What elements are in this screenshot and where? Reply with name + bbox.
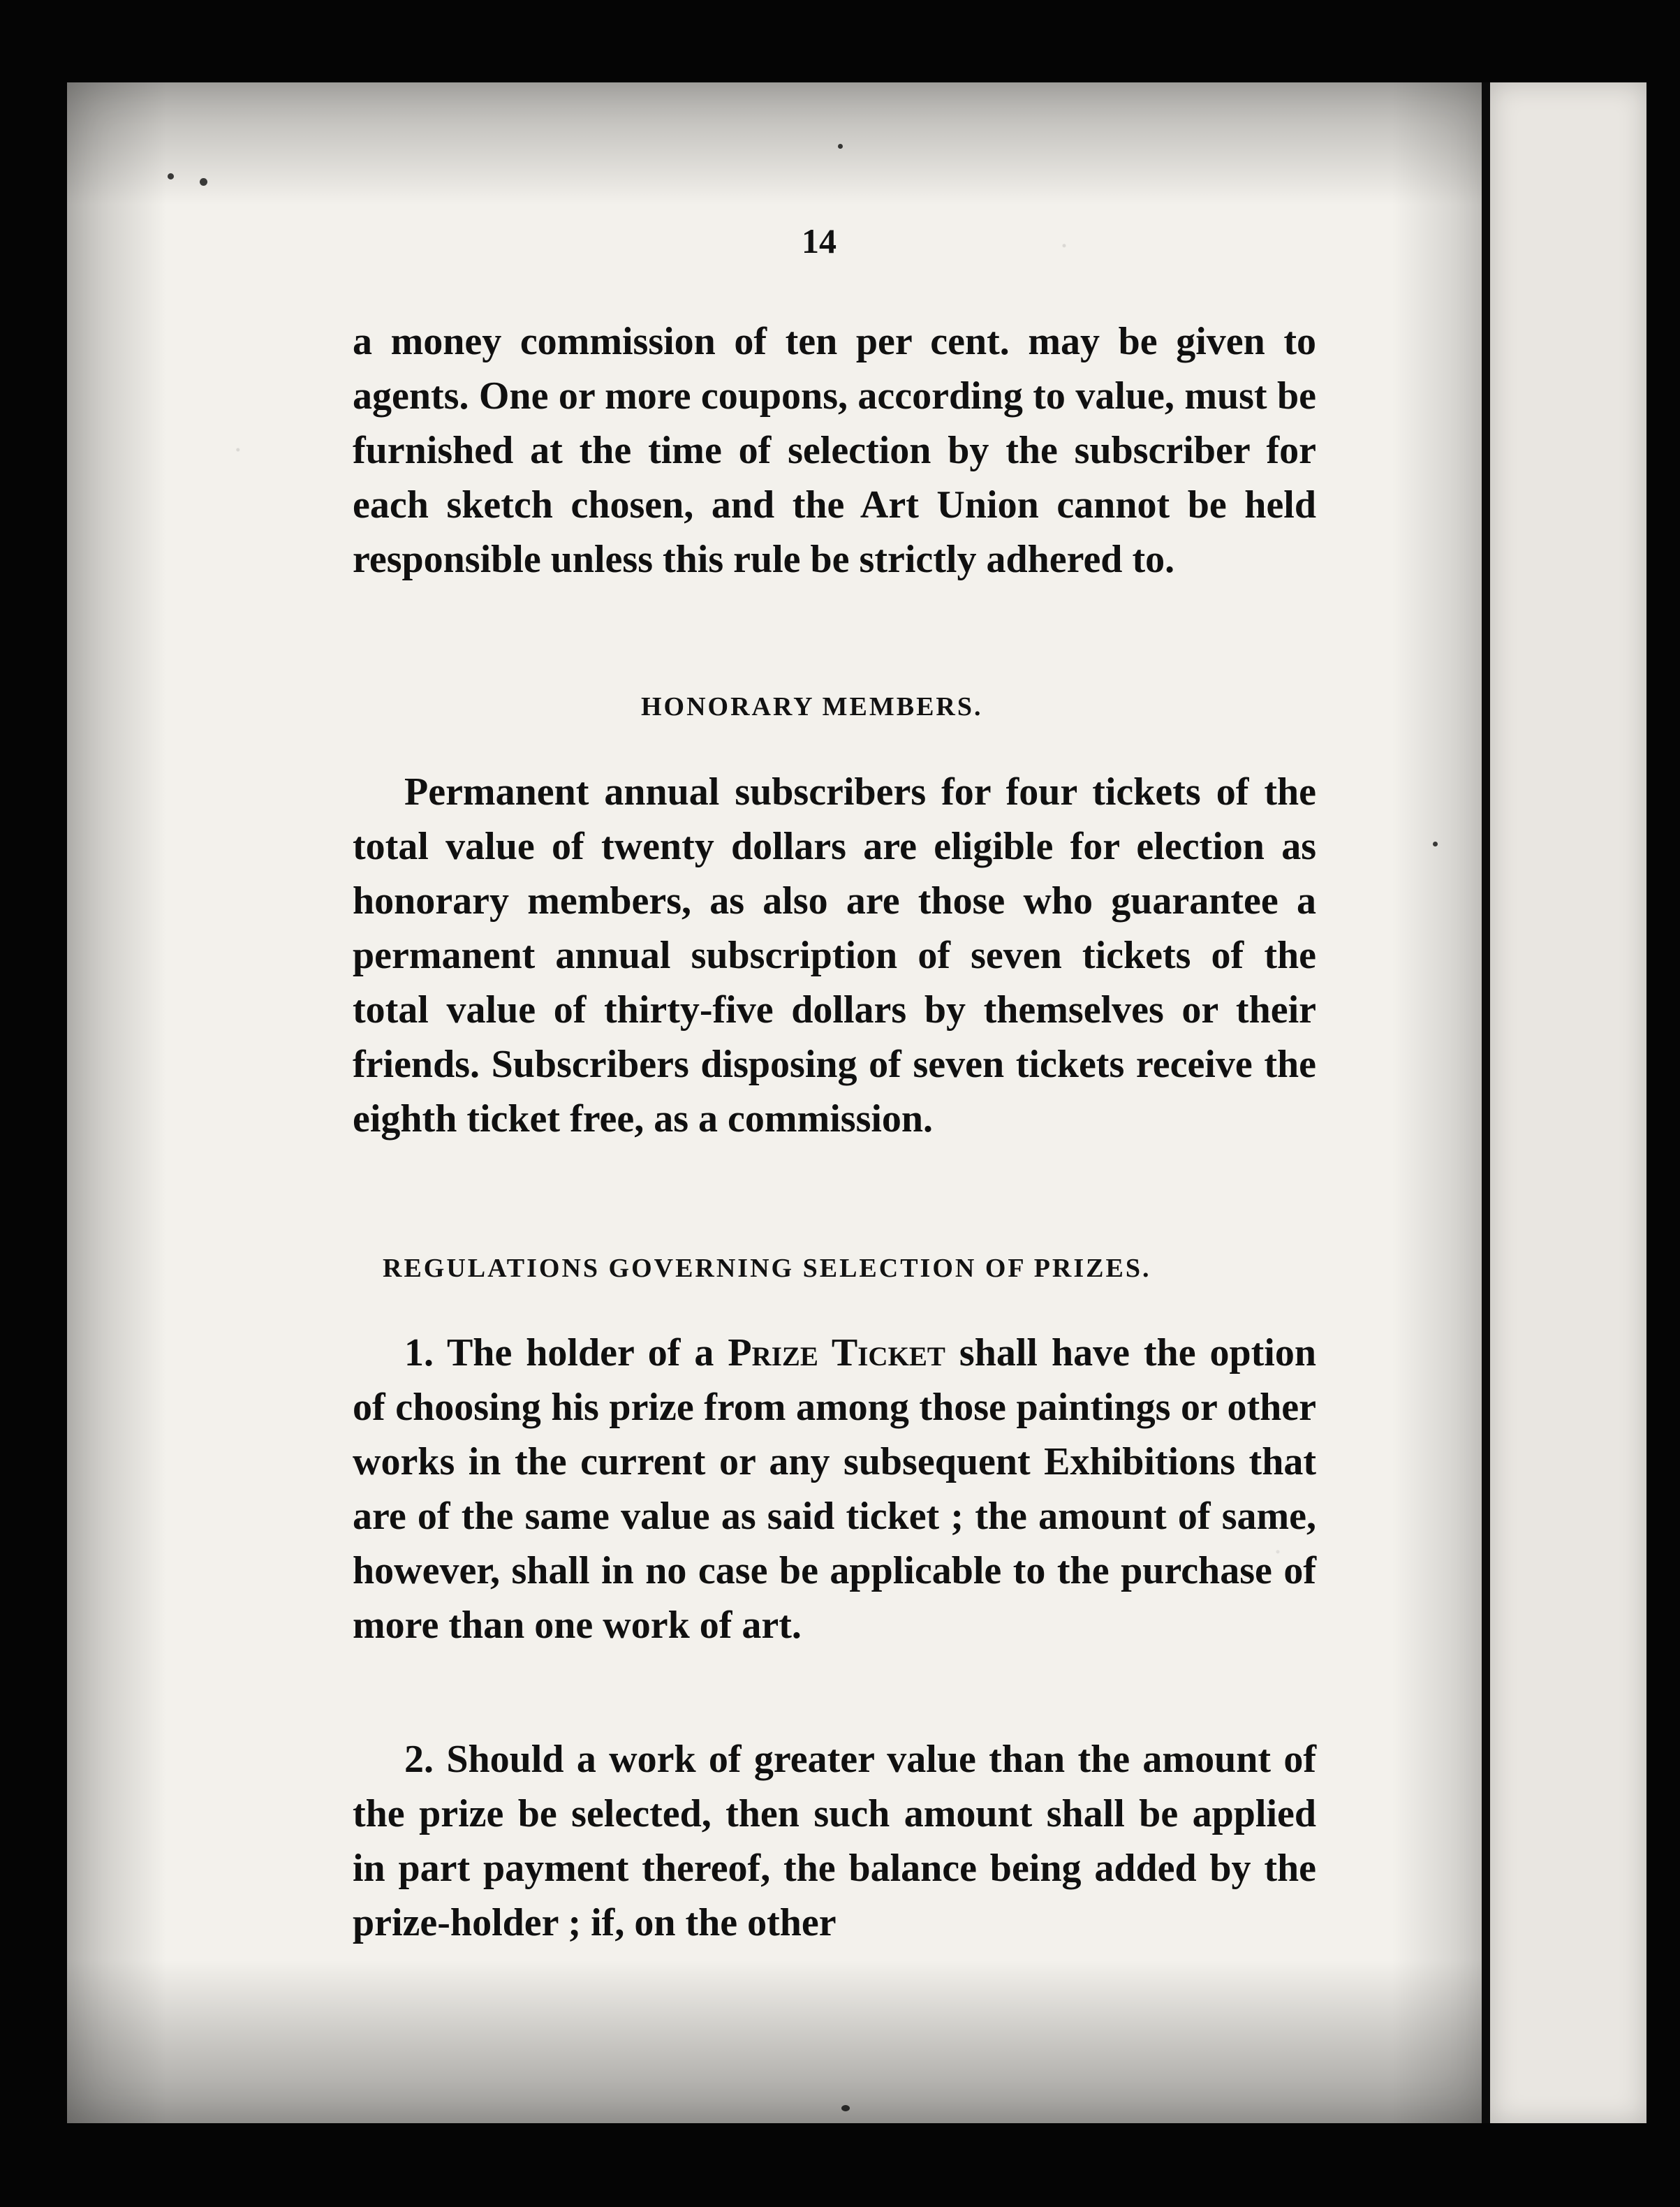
ink-speck — [841, 2105, 850, 2111]
rule-2-section — [353, 1732, 1316, 1950]
ink-speck — [838, 144, 843, 149]
rule-1-number: 1. — [404, 1331, 434, 1374]
ink-speck — [168, 173, 174, 179]
rule-2-text: Should a work of greater value than the amount of the prize be selected, then such amount shall be applied in part payment thereof, the balance being added by the prize-holder ; if, on the other — [353, 1738, 1317, 1944]
page-gutter-edge — [1482, 82, 1490, 2123]
page-number: 14 — [802, 221, 837, 261]
rule-1-paragraph — [353, 1326, 1316, 1652]
ink-speck — [1433, 842, 1438, 846]
rule-1-text-after: shall have the option of choosing his prize from among those paintings or other works in the current or any subsequent Exhibitions that are of the same value as said ticket ; the amount of same, however, shall in no case be applicable to the purchase of more than one work of art. — [353, 1331, 1317, 1647]
paragraph-honorary-members: Permanent annual subscribers for four tickets of the total value of twenty dollars are eligible for election as honorary members, as also are those who guarantee a permanent annual subscription of seven tickets of the total value of thirty-five dollars by themselves or their friends. Subscribers disposing of seven tickets receive the eighth ticket free, as a commission. — [353, 770, 1316, 1141]
paragraph-agents-commission: a money commission of ten per cent. may be given to agents. One or more coupons, according to value, must be furnished at the time of selection by the subscriber for each sketch chosen, and the Art Union cannot be held responsible unless this rule be strictly adhered to. — [353, 320, 1316, 581]
rule-1-section — [353, 1326, 1316, 1652]
heading-regulations: REGULATIONS GOVERNING SELECTION OF PRIZES. — [383, 1254, 1151, 1283]
rule-1-text-before: The holder of a — [446, 1331, 714, 1374]
rule-2-number: 2. — [404, 1738, 434, 1781]
right-page-edge — [1490, 82, 1646, 2123]
ink-speck — [200, 178, 207, 186]
opening-paragraph — [353, 314, 1316, 587]
heading-honorary-members: HONORARY MEMBERS. — [641, 692, 983, 721]
honorary-members-section — [353, 765, 1316, 1146]
rule-1-prize-ticket: Prize Ticket — [728, 1331, 945, 1374]
rule-2-paragraph — [353, 1732, 1316, 1950]
